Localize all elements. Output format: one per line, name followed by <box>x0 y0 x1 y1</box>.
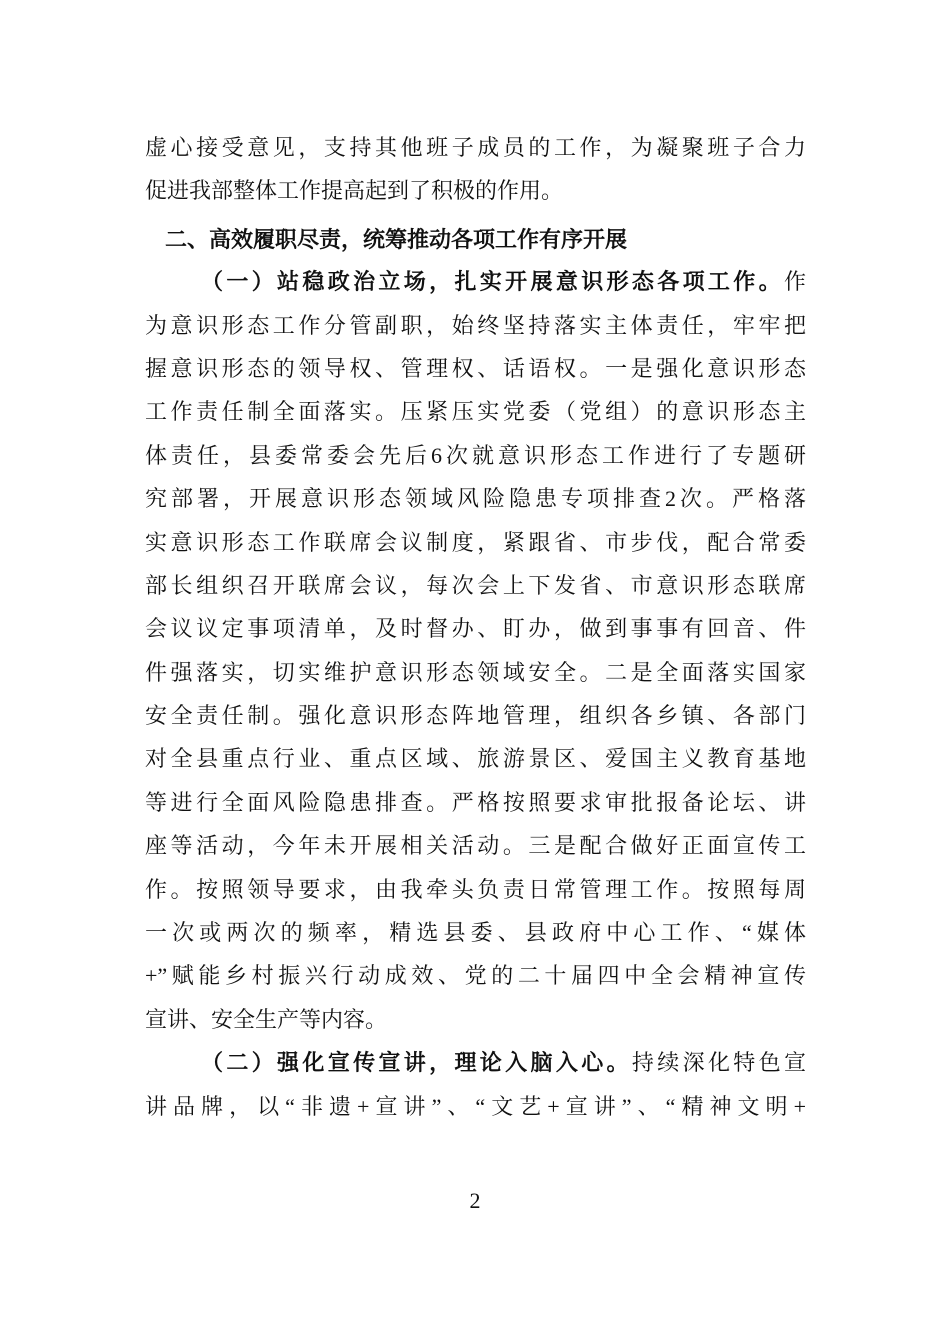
body-line: 宣讲、安全生产等内容。 <box>145 1006 388 1032</box>
body-line: 安全责任制。强化意识形态阵地管理，组织各乡镇、各部门 <box>145 703 806 729</box>
body-line: 为意识形态工作分管副职，始终坚持落实主体责任，牢牢把 <box>145 312 806 338</box>
body-line: 会议议定事项清单，及时督办、盯办，做到事事有回音、件 <box>145 616 806 642</box>
paragraph-first-line <box>145 260 806 303</box>
body-line: 实意识形态工作联席会议制度，紧跟省、市步伐，配合常委 <box>145 529 806 555</box>
body-line: 究部署，开展意识形态领域风险隐患专项排查2次。严格落 <box>145 486 806 512</box>
body-line: 工作责任制全面落实。压紧压实党委（党组）的意识形态主 <box>145 399 806 425</box>
body-line: 座等活动，今年未开展相关活动。三是配合做好正面宣传工 <box>145 833 806 859</box>
body-line: +”赋能乡村振兴行动成效、党的二十届四中全会精神宣传 <box>145 963 806 989</box>
body-line: 讲品牌，以“非遗+宣讲”、“文艺+宣讲”、“精神文明+ <box>145 1093 806 1119</box>
body-line: 握意识形态的领导权、管理权、话语权。一是强化意识形态 <box>145 355 806 381</box>
subheading: （二）强化宣传宣讲，理论入脑入心。 <box>201 1051 632 1077</box>
body-line: 体责任，县委常委会先后6次就意识形态工作进行了专题研 <box>145 442 806 468</box>
body-line: 一次或两次的频率，精选县委、县政府中心工作、“媒体 <box>145 920 806 946</box>
body-text: 作 <box>783 269 806 295</box>
body-line: 部长组织召开联席会议，每次会上下发省、市意识形态联席 <box>145 572 806 598</box>
paragraph-first-line <box>145 1041 806 1084</box>
body-line: 等进行全面风险隐患排查。严格按照要求审批报备论坛、讲 <box>145 789 806 815</box>
subheading: （一）站稳政治立场，扎实开展意识形态各项工作。 <box>201 270 784 296</box>
body-text: 持续深化特色宣 <box>631 1050 806 1076</box>
body-line: 作。按照领导要求，由我牵头负责日常管理工作。按照每周 <box>145 876 806 902</box>
section-heading: 二、高效履职尽责，统筹推动各项工作有序开展 <box>165 226 628 252</box>
document-body <box>145 126 806 1128</box>
body-line: 虚心接受意见，支持其他班子成员的工作，为凝聚班子合力 <box>145 135 806 160</box>
body-line: 对全县重点行业、重点区域、旅游景区、爱国主义教育基地 <box>145 746 806 772</box>
body-line: 促进我部整体工作提高起到了积极的作用。 <box>145 178 564 204</box>
page-number: 2 <box>469 1188 481 1213</box>
body-line: 件强落实，切实维护意识形态领域安全。二是全面落实国家 <box>145 659 806 685</box>
